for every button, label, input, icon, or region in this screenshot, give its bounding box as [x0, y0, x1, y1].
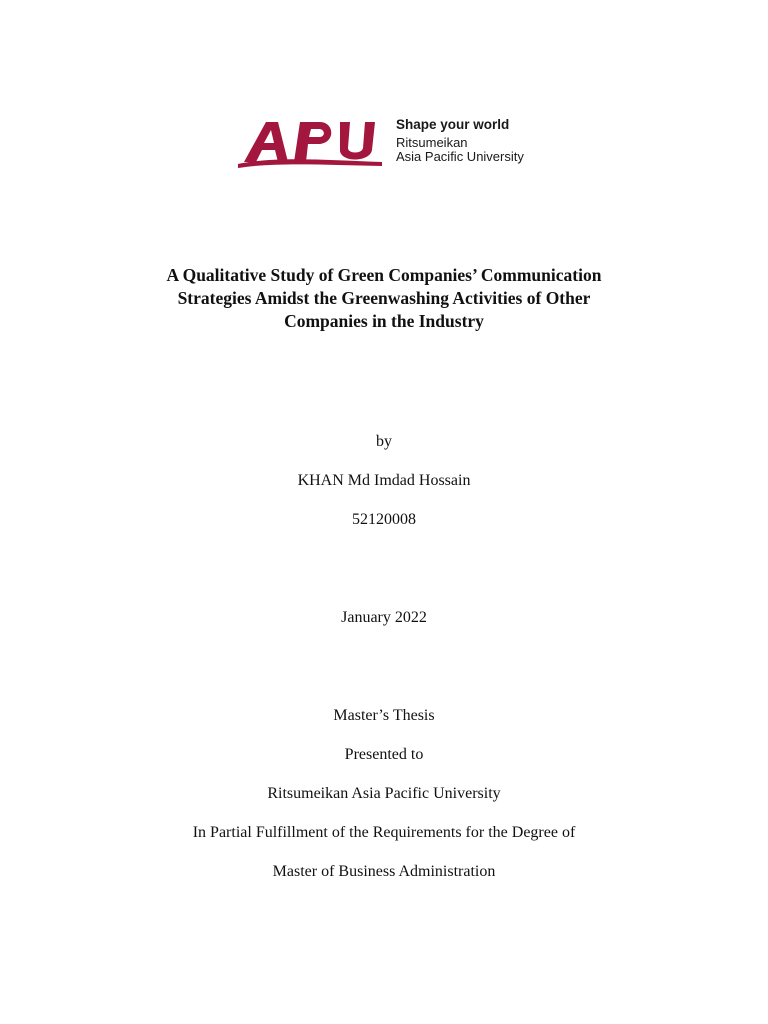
thesis-type: Master’s Thesis [333, 707, 435, 724]
title-line-1: A Qualitative Study of Green Companies’ Communication [166, 265, 602, 285]
degree-name: Master of Business Administration [272, 863, 496, 880]
logo-text-block [396, 118, 524, 164]
title-line-3: Companies in the Industry [284, 311, 484, 331]
thesis-title [100, 264, 668, 333]
university-logo [236, 116, 556, 172]
author-name: KHAN Md Imdad Hossain [297, 472, 471, 489]
by-label: by [376, 433, 392, 450]
logo-name-line2: Asia Pacific University [396, 148, 524, 164]
student-id: 52120008 [352, 511, 416, 528]
submission-date: January 2022 [341, 609, 427, 626]
title-line-2: Strategies Amidst the Greenwashing Activities of Other [177, 288, 591, 308]
logo-tagline: Shape your world [396, 117, 510, 132]
apu-logo-mark [236, 116, 384, 168]
logo-name-line1: Ritsumeikan [396, 134, 468, 150]
fulfillment-statement: In Partial Fulfillment of the Requirements for the Degree of [192, 824, 576, 841]
presented-to: Presented to [344, 746, 424, 763]
institution-name: Ritsumeikan Asia Pacific University [267, 785, 501, 802]
